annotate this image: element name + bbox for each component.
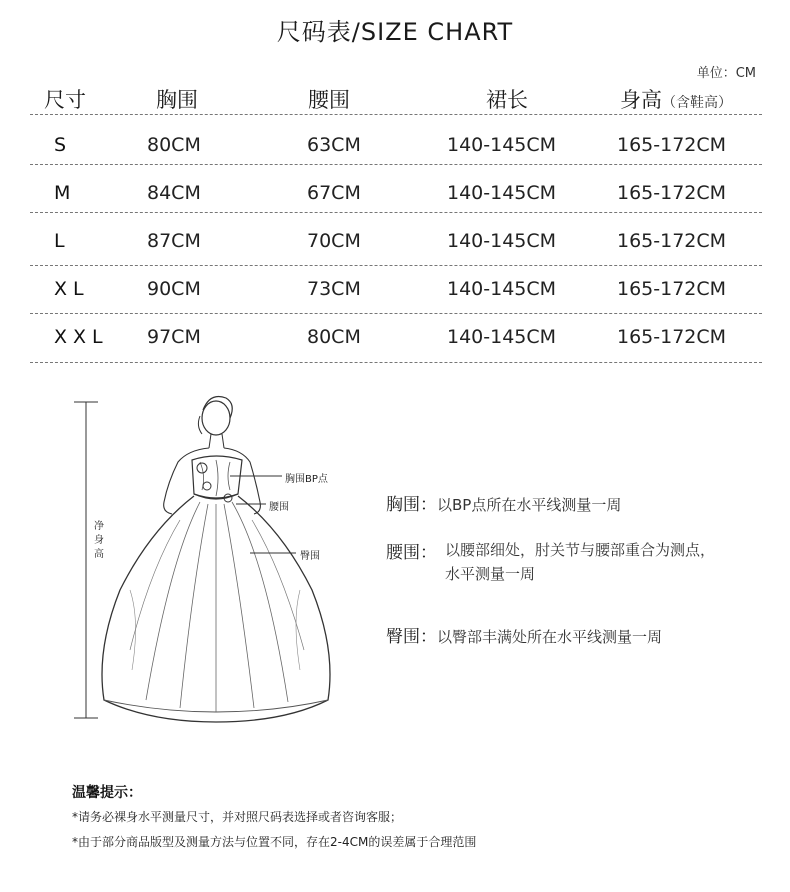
row-size: XL <box>54 278 90 300</box>
row-waist: 67CM <box>307 182 361 204</box>
row-bust: 80CM <box>147 134 201 156</box>
note-item: *由于部分商品版型及测量方法与位置不同，存在2-4CM的误差属于合理范围 <box>72 835 477 849</box>
row-height: 165-172CM <box>617 278 727 300</box>
row-height: 165-172CM <box>617 230 727 252</box>
height-ruler-label: 净身高 <box>94 521 104 560</box>
legend-term: 胸围： <box>386 495 437 515</box>
row-bust: 90CM <box>147 278 201 300</box>
row-size: L <box>54 230 71 252</box>
table-rule <box>30 212 762 213</box>
row-height: 165-172CM <box>617 326 727 348</box>
row-height: 165-172CM <box>617 134 727 156</box>
header-bust: 胸围 <box>156 88 198 112</box>
bp-label: 胸围BP点 <box>285 474 328 485</box>
note-item: *请务必裸身水平测量尺寸，并对照尺码表选择或者咨询客服； <box>72 810 403 824</box>
row-waist: 63CM <box>307 134 361 156</box>
notes-heading: 温馨提示： <box>72 785 142 801</box>
legend-desc: 以BP点所在水平线测量一周 <box>437 496 622 514</box>
row-height: 165-172CM <box>617 182 727 204</box>
row-size: M <box>54 182 77 204</box>
table-rule <box>30 164 762 165</box>
header-size: 尺寸 <box>44 88 86 112</box>
hip-label: 臀围 <box>300 551 320 562</box>
unit-label: 单位：CM <box>696 66 756 81</box>
waist-label: 腰围 <box>269 502 289 513</box>
header-length: 裙长 <box>486 88 528 112</box>
legend-hip <box>386 622 726 649</box>
row-length: 140-145CM <box>447 278 557 300</box>
header-height-label: 身高 <box>620 88 662 112</box>
legend-desc: 以臀部丰满处所在水平线测量一周 <box>437 628 663 646</box>
row-bust: 87CM <box>147 230 201 252</box>
row-bust: 84CM <box>147 182 201 204</box>
header-height <box>620 84 732 114</box>
table-rule <box>30 313 762 314</box>
row-waist: 70CM <box>307 230 361 252</box>
table-rule <box>30 362 762 363</box>
legend-waist <box>386 538 726 586</box>
legend-term: 腰围： <box>386 543 437 563</box>
row-waist: 73CM <box>307 278 361 300</box>
legend-term: 臀围： <box>386 627 437 647</box>
legend-desc: 以腰部细处，肘关节与腰部重合为测点，水平测量一周 <box>445 541 716 583</box>
page-title: 尺码表/SIZE CHART <box>276 18 514 46</box>
row-length: 140-145CM <box>447 134 557 156</box>
header-height-note: （含鞋高） <box>662 95 732 111</box>
row-length: 140-145CM <box>447 182 557 204</box>
row-bust: 97CM <box>147 326 201 348</box>
row-waist: 80CM <box>307 326 361 348</box>
row-length: 140-145CM <box>447 326 557 348</box>
header-waist: 腰围 <box>308 88 350 112</box>
row-size: XXL <box>54 326 109 348</box>
row-length: 140-145CM <box>447 230 557 252</box>
table-rule <box>30 265 762 266</box>
legend-bust <box>386 490 726 517</box>
table-rule <box>30 114 762 115</box>
row-size: S <box>54 134 73 156</box>
